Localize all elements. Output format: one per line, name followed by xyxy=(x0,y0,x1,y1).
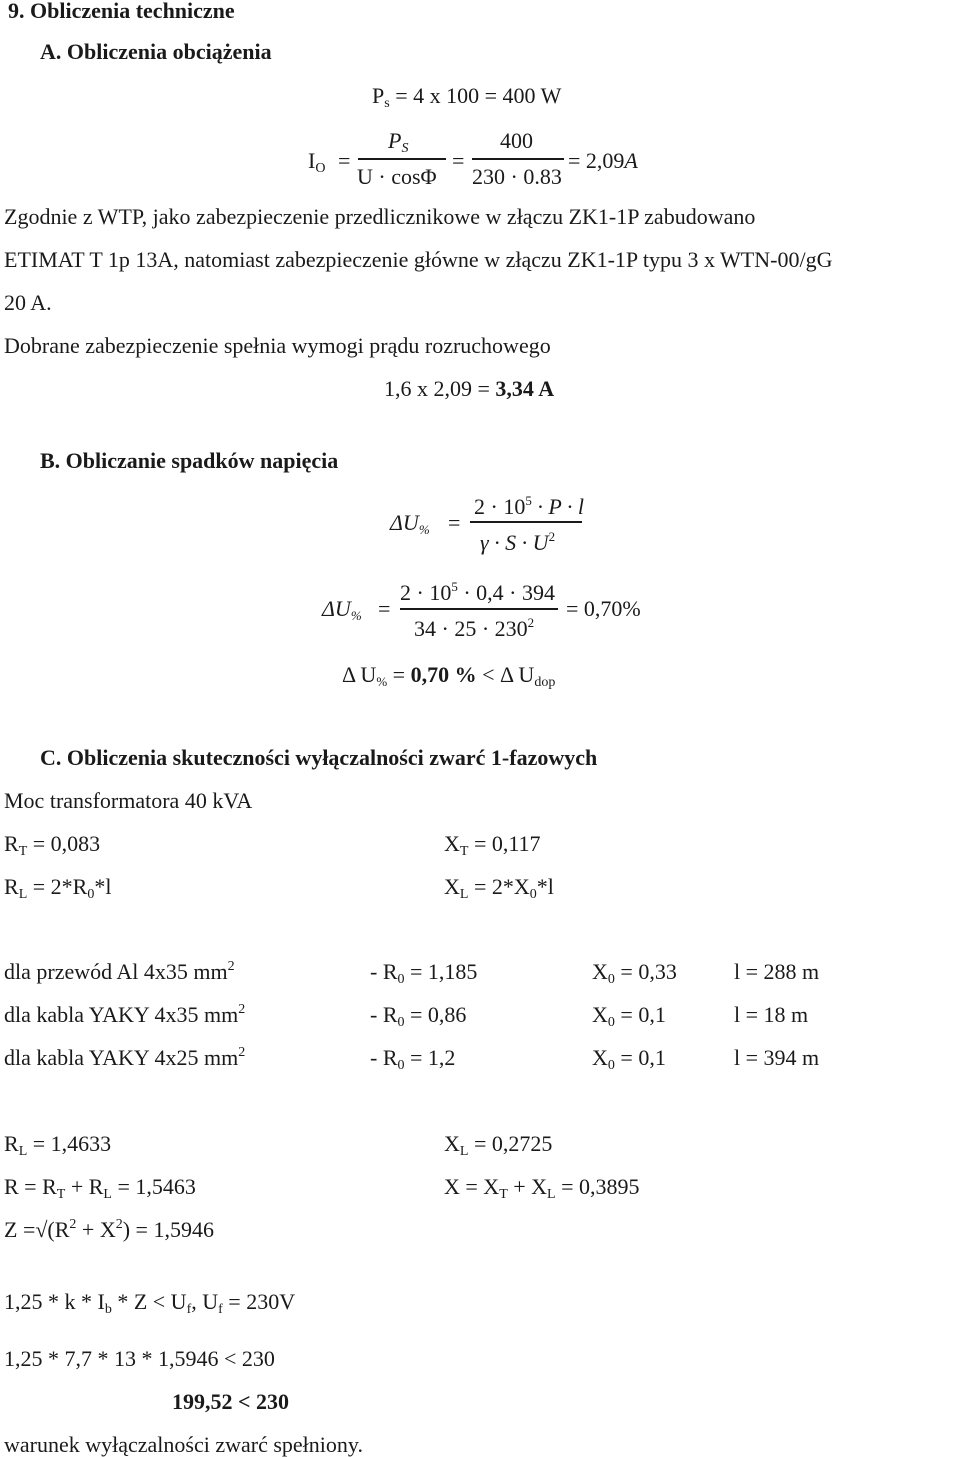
equals-sign: = xyxy=(378,596,391,621)
cable-desc: dla przewód Al 4x35 $mm^2$ xyxy=(4,959,235,984)
rl-formula: $R_L = 2*R_0*l$ xyxy=(4,874,112,902)
paragraph-line: Zgodnie z WTP, jako zabezpieczenie przedlicznikowe w złączu ZK1-1P zabudowano xyxy=(4,204,756,229)
voltage-drop-check: Δ $U_{\%} = 0,70$ % < Δ $U_{dop}$ xyxy=(342,662,556,690)
x0-value: $X_0 = 0,1$ xyxy=(592,1045,666,1073)
x0-value: $X_0 = 0,33$ xyxy=(592,959,677,987)
rt-value: $R_T = 0,083$ xyxy=(4,831,101,859)
table-row xyxy=(0,961,960,991)
impedance-z: $Z =√(R^2 + X^2) = 1,5946$ xyxy=(4,1217,214,1242)
xl-formula: $X_L = 2*X_0*l$ xyxy=(444,874,554,902)
frac1-denominator: U · cosΦ xyxy=(357,164,437,189)
length-value: l = 18 m xyxy=(734,1002,809,1027)
io-symbol: I xyxy=(308,148,316,173)
ps-equation: $P_s = 4$ x 100 = 400 W xyxy=(372,83,562,111)
condition-result: 199,52 < 230 xyxy=(172,1389,290,1414)
table-row xyxy=(0,1047,960,1077)
r-sum: $R = R_T + R_L = 1,5463$ xyxy=(4,1174,196,1202)
table-row xyxy=(0,1004,960,1034)
inrush-calc: 1,6 x 2,09 = 3,34 A xyxy=(384,376,555,401)
xl-total: $X_L = 0,2725$ xyxy=(444,1131,553,1159)
f2-numerator: $2 \cdot 10^5 \cdot 0,4 \cdot 394$ xyxy=(400,579,555,605)
frac2-numerator: 400 xyxy=(500,128,533,153)
fraction-bar xyxy=(472,158,564,160)
paragraph-line: 20 A. xyxy=(4,290,52,315)
f1-numerator: $2 \cdot 10^5 \cdot P \cdot l$ xyxy=(474,493,584,519)
subheading-b: B. Obliczanie spadków napięcia xyxy=(40,448,339,473)
paragraph-line: Dobrane zabezpieczenie spełnia wymogi prądu rozruchowego xyxy=(4,333,551,358)
section-heading: 9. Obliczenia techniczne xyxy=(8,0,235,23)
f2-denominator: $34 \cdot 25 \cdot 230^2$ xyxy=(414,615,535,641)
r0-value: - $R_0 = 0,86$ xyxy=(370,1002,467,1030)
fraction-bar xyxy=(358,158,446,160)
fraction-bar xyxy=(470,521,582,523)
subheading-a: A. Obliczenia obciążenia xyxy=(40,39,272,64)
f2-result: = 0,70% xyxy=(566,596,641,621)
xt-value: $X_T = 0,117$ xyxy=(444,831,541,859)
x0-value: $X_0 = 0,1$ xyxy=(592,1002,666,1030)
equals-sign: = xyxy=(452,148,465,173)
r0-value: - $R_0 = 1,2$ xyxy=(370,1045,456,1073)
rl-total: $R_L = 1,4633$ xyxy=(4,1131,112,1159)
length-value: l = 288 m xyxy=(734,959,820,984)
paragraph-line: ETIMAT T 1p 13A, natomiast zabezpieczenie główne w złączu ZK1-1P typu 3 x WTN-00/gG xyxy=(4,247,833,272)
r0-value: - $R_0 = 1,185$ xyxy=(370,959,478,987)
f1-denominator: $\gamma \cdot S \cdot U^2$ xyxy=(480,529,556,555)
trip-condition: $1,25 * k * I_b * Z < U_f$, $U_f = 230V$ xyxy=(4,1289,296,1317)
length-value: l = 394 m xyxy=(734,1045,820,1070)
cable-desc: dla kabla YAKY 4x35 $mm^2$ xyxy=(4,1002,246,1027)
cable-desc: dla kabla YAKY 4x25 $mm^2$ xyxy=(4,1045,246,1070)
frac1-numerator: $P_S$ xyxy=(388,128,409,156)
x-sum: $X = X_T + X_L = 0,3895$ xyxy=(444,1174,640,1202)
condition-calc: 1,25 * 7,7 * 13 * 1,5946 < 230 xyxy=(4,1346,275,1371)
subheading-c: C. Obliczenia skuteczności wyłączalności zwarć 1-fazowych xyxy=(40,745,598,770)
io-result: = 2,09A xyxy=(568,148,638,173)
transformer-power: Moc transformatora 40 kVA xyxy=(4,788,253,813)
frac2-denominator: 230 · 0.83 xyxy=(472,164,562,189)
fraction-bar xyxy=(400,608,558,610)
conclusion: warunek wyłączalności zwarć spełniony. xyxy=(4,1432,363,1457)
equals-sign: = xyxy=(338,148,351,173)
equals-sign: = xyxy=(448,510,461,535)
